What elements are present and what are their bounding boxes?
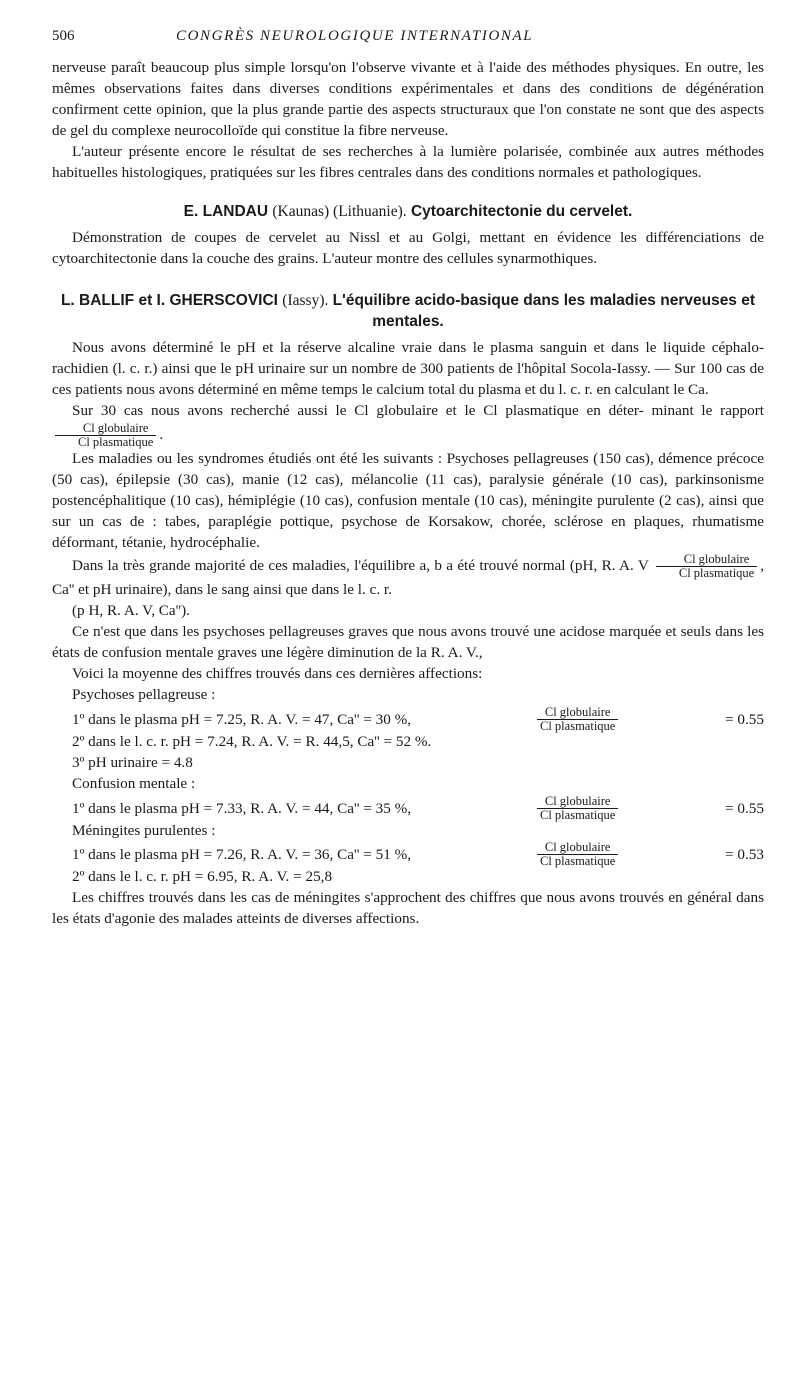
ballif-paragraph-3: Les maladies ou les syndromes étudiés ont été les suivants : Psychoses pellagreuses (150 cas), démence précoce (50 cas), épilepsie (30 cas), manie (12 cas), mélancolie (11 cas), paralysie générale (10 cas), parkinsonisme postencéphalitique (10 cas), hémiplégie (10 cas), confusion mentale (10 cas), méningite purulente (2 cas), ainsi que sur un cas de : tabes, paraplégie pottique, psychose de Korsakow, chorée, sclérose en plaques, rhumatisme déformant, tétanie, hydrocéphalie. bbox=[52, 449, 764, 551]
section-title: Cytoarchitectonie du cervelet. bbox=[410, 203, 633, 221]
section-place: (Kaunas) (Lithuanie). bbox=[272, 203, 407, 221]
psychoses-label: Psychoses pellagreuse : bbox=[72, 685, 216, 703]
section-author: E. LANDAU bbox=[183, 203, 269, 221]
ballif-paragraph-1: Nous avons déterminé le pH et la réserve alcaline vraie dans le plasma sanguin et dans le liquide céphalo-rachidien (l. c. r.) ainsi que le pH urinaire sur un nombre de 300 patients de l'hôpital Socola-Iassy. — Sur 100 cas de ces patients nous avons déterminé en même temps le calcium total du plasma et du l. c. r. en calculant le Ca. bbox=[52, 339, 764, 399]
section-heading-landau bbox=[52, 201, 764, 222]
ratio-fraction: Cl globulaire Cl plasmatique bbox=[537, 841, 618, 868]
meningites-plasma-row: 1º dans le plasma pH = 7.26, R. A. V. = 36, Ca'' = 51 %, Cl globulaire Cl plasmatique = 0.53 bbox=[72, 840, 764, 869]
psychoses-urine-row: 3º pH urinaire = 4.8 bbox=[72, 753, 193, 771]
intro-paragraph-1: nerveuse paraît beaucoup plus simple lorsqu'on l'observe vivante et à l'aide des méthodes physiques. En outre, les mêmes observations faites dans diverses conditions expérimentales et dans des conditions de dégénération confirment cette opinion, que la plus grande partie des aspects structuraux que l'on constate ne sont que des aspects de gel du complexe neurocolloïde qui constitue la fibre nerveuse. bbox=[52, 59, 764, 139]
landau-abstract: Démonstration de coupes de cervelet au Nissl et au Golgi, mettant en évidence les différenciations de cytoarchitectonie dans la couche des grains. L'auteur montre des cellules synarmothiques. bbox=[52, 229, 764, 268]
ballif-paragraph-4: Dans la très grande majorité de ces maladies, l'équilibre a, b a été trouvé normal (pH, R. A. V $\frac{\text{Cl globulaire}}{\text{Cl plasmatique}}$ , Ca'' et pH urinaire), dans le sang ainsi que dans le l. c. r. (p H, R. A. V, Ca''). bbox=[52, 552, 765, 620]
section-place: (Iassy). bbox=[282, 292, 329, 310]
psychoses-lcr-row: 2º dans le l. c. r. pH = 7.24, R. A. V. = R. 44,5, Ca'' = 52 %. bbox=[72, 732, 432, 750]
section-heading-ballif bbox=[52, 290, 764, 332]
ratio-fraction: $\frac{\text{Cl globulaire}}{\text{Cl plasmatique}}$ bbox=[55, 422, 156, 449]
section-title: L'équilibre acido-basique dans les maladies nerveuses et mentales. bbox=[332, 292, 756, 331]
ratio-fraction: Cl globulaire Cl plasmatique bbox=[537, 706, 618, 733]
confusion-plasma-row: 1º dans le plasma pH = 7.33, R. A. V. = 44, Ca'' = 35 %, Cl globulaire Cl plasmatique = 0.55 bbox=[72, 793, 764, 822]
confusion-label: Confusion mentale : bbox=[72, 774, 196, 792]
page-number: 506 bbox=[52, 28, 75, 44]
ratio-fraction: $\frac{\text{Cl globulaire}}{\text{Cl plasmatique}}$ bbox=[656, 553, 757, 580]
ballif-paragraph-5: Ce n'est que dans les psychoses pellagreuses graves que nous avons trouvé une acidose marquée et seuls dans les états de confusion mentale graves une légère diminution de la R. A. V., bbox=[52, 623, 764, 662]
section-authors: L. BALLIF et I. GHERSCOVICI bbox=[60, 292, 278, 310]
results-block bbox=[52, 685, 764, 888]
ratio-fraction: Cl globulaire Cl plasmatique bbox=[537, 795, 618, 822]
intro-paragraph-2: L'auteur présente encore le résultat de ses recherches à la lumière polarisée, combinée aux autres méthodes habituelles histologiques, pratiquées sur les fibres centrales dans des conditions normales et pathologiques. bbox=[52, 142, 764, 181]
meningites-lcr-row: 2º dans le l. c. r. pH = 6.95, R. A. V. = 25,8 bbox=[72, 868, 333, 886]
page bbox=[52, 20, 764, 930]
running-title: CONGRÈS NEUROLOGIQUE INTERNATIONAL bbox=[176, 28, 534, 44]
ballif-paragraph-7: Les chiffres trouvés dans les cas de méningites s'approchent des chiffres que nous avons trouvés en général dans les états d'agonie des malades atteints de diverses affections. bbox=[52, 889, 764, 928]
page-header bbox=[52, 20, 764, 58]
meningites-label: Méningites purulentes : bbox=[72, 821, 216, 839]
psychoses-plasma-row: 1º dans le plasma pH = 7.25, R. A. V. = 47, Ca'' = 30 %, Cl globulaire Cl plasmatique = 0.55 bbox=[72, 704, 764, 733]
ballif-paragraph-2: Sur 30 cas nous avons recherché aussi le Cl globulaire et le Cl plasmatique en déter- minant le rapport $\frac{\text{Cl globulaire}}{\text{Cl plasmatique}}$ . bbox=[52, 401, 764, 449]
ballif-paragraph-6: Voici la moyenne des chiffres trouvés dans ces dernières affections: bbox=[72, 665, 483, 683]
